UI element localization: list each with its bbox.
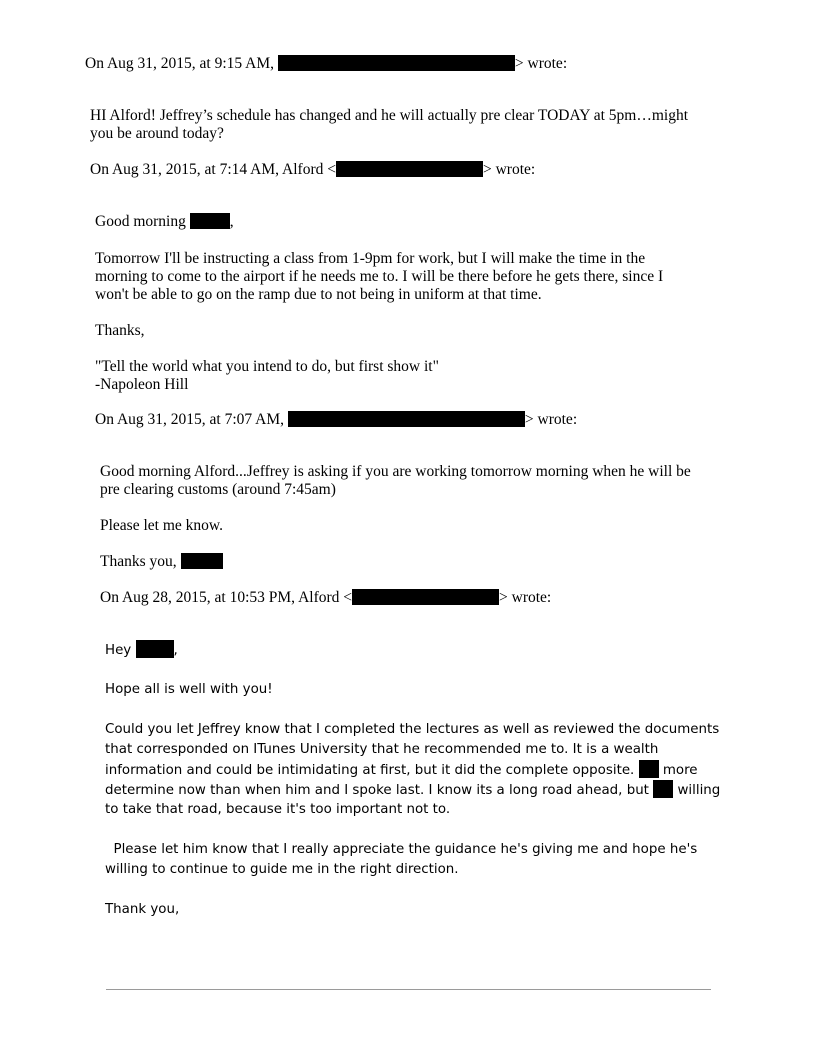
- line-text: determine now than when him and I spoke last. I know its a long road ahead, but: [105, 783, 649, 798]
- message-2-quote: "Tell the world what you intend to do, but first show it": [95, 358, 439, 375]
- greeting-text: Good morning: [95, 213, 186, 230]
- email-header-3: [95, 411, 577, 429]
- message-2-p1-line-2: morning to come to the airport if he needs me to. I will be there before he gets there, since I: [95, 268, 664, 285]
- redaction-bar: [653, 780, 673, 798]
- message-2-thanks: Thanks,: [95, 322, 145, 339]
- message-3-line-2: pre clearing customs (around 7:45am): [100, 481, 336, 498]
- header-2-suffix: > wrote:: [482, 161, 536, 178]
- header-4-suffix: > wrote:: [499, 589, 552, 606]
- message-4-p1-line-3: [105, 760, 698, 781]
- message-2-greeting: [95, 213, 234, 231]
- header-2-prefix: On Aug 31, 2015, at 7:14 AM, Alford <: [90, 161, 336, 178]
- redaction-bar: [136, 640, 174, 658]
- message-3-thanks: [100, 553, 223, 571]
- message-4-p1-line-1: Could you let Jeffrey know that I completed the lectures as well as reviewed the documents: [105, 722, 720, 737]
- header-1-prefix: On Aug 31, 2015, at 9:15 AM,: [85, 55, 275, 72]
- message-3-please: Please let me know.: [100, 517, 223, 534]
- greeting-comma: ,: [229, 213, 234, 230]
- message-4-p1-line-4: [105, 780, 720, 801]
- message-4-hope: Hope all is well with you!: [105, 682, 273, 697]
- email-header-4: [100, 589, 551, 607]
- header-1-suffix: > wrote:: [514, 55, 568, 72]
- greeting-comma: ,: [173, 643, 178, 658]
- redaction-bar: [336, 161, 483, 177]
- redaction-bar: [181, 553, 223, 569]
- redaction-bar: [639, 760, 659, 778]
- message-4-p1-line-2: that corresponded on ITunes University that he recommended me to. It is a wealth: [105, 742, 659, 757]
- message-4-p2-line-2: willing to continue to guide me in the right direction.: [105, 862, 459, 877]
- header-4-prefix: On Aug 28, 2015, at 10:53 PM, Alford <: [100, 589, 353, 606]
- line-text-end: more: [662, 763, 698, 778]
- message-4-greeting: [105, 640, 178, 661]
- greeting-text: Hey: [105, 643, 132, 658]
- message-4-p1-line-5: to take that road, because it's too important not to.: [105, 802, 451, 817]
- redaction-bar: [288, 411, 525, 427]
- message-2-p1-line-1: Tomorrow I'll be instructing a class from 1-9pm for work, but I will make the time in the: [95, 250, 646, 267]
- header-3-prefix: On Aug 31, 2015, at 7:07 AM,: [95, 411, 285, 428]
- message-2-quote-author: -Napoleon Hill: [95, 376, 189, 393]
- line-text: information and could be intimidating at first, but it did the complete opposite.: [105, 763, 635, 778]
- message-1-line-2: you be around today?: [90, 125, 224, 142]
- message-2-p1-line-3: won't be able to go on the ramp due to not being in uniform at that time.: [95, 286, 542, 303]
- redaction-bar: [190, 213, 230, 229]
- thanks-text: Thanks you,: [100, 553, 177, 570]
- message-4-p2-line-1: Please let him know that I really appreciate the guidance he's giving me and hope he's: [105, 842, 698, 857]
- redaction-bar: [352, 589, 499, 605]
- message-4-thanks: Thank you,: [105, 902, 180, 917]
- email-header-1: [85, 55, 567, 73]
- header-3-suffix: > wrote:: [524, 411, 578, 428]
- line-text-end: willing: [677, 783, 721, 798]
- message-3-line-1: Good morning Alford...Jeffrey is asking if you are working tomorrow morning when he will be: [100, 463, 691, 480]
- horizontal-divider: [106, 989, 711, 990]
- message-1-line-1: HI Alford! Jeffrey’s schedule has changed and he will actually pre clear TODAY at 5pm…might: [90, 107, 689, 124]
- email-header-2: [90, 161, 535, 179]
- redaction-bar: [278, 55, 515, 71]
